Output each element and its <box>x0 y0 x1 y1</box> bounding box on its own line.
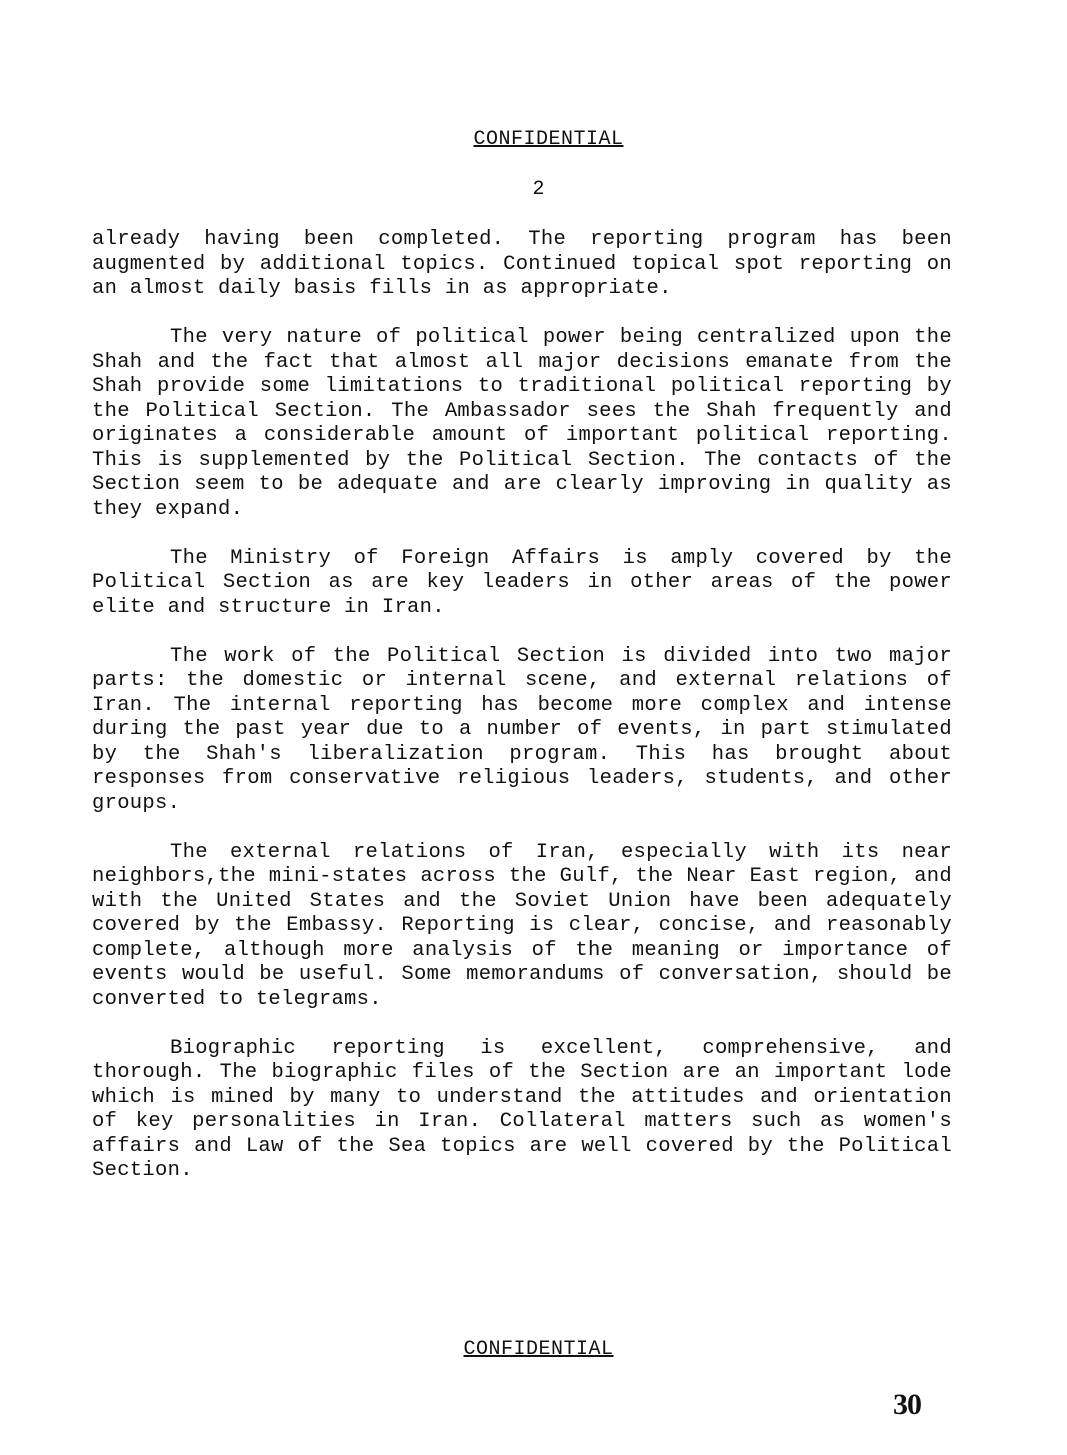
paragraph-ministry: The Ministry of Foreign Affairs is amply covered by the Political Section as are key leaders in other areas of the power elite and structure in Iran. <box>92 546 952 619</box>
paragraph-work-division: The work of the Political Section is divided into two major parts: the domestic or internal scene, and external relations of Iran. The internal reporting has become more complex and intense during the past year due to a number of events, in part stimulated by the Shah's liberalization program. This has brought about responses from conservative religious leaders, students, and other groups. <box>92 644 952 815</box>
paragraph-political-power: The very nature of political power being centralized upon the Shah and the fact that almost all major decisions emanate from the Shah provide some limitations to traditional political reporting by the Political Section. The Ambassador sees the Shah frequently and originates a considerable amount of important political reporting. This is supplemented by the Political Section. The contacts of the Section seem to be adequate and are clearly improving in quality as they expand. <box>92 326 952 521</box>
paragraph-biographic: Biographic reporting is excellent, comprehensive, and thorough. The biographic files of the Section are an important lode which is mined by many to understand the attitudes and orientation of key personalities in Iran. Collateral matters such as women's affairs and Law of the Sea topics are well covered by the Political Section. <box>92 1036 952 1182</box>
classification-footer: CONFIDENTIAL <box>463 1338 614 1361</box>
document-page-number: 30 <box>893 1388 921 1421</box>
classification-header: CONFIDENTIAL <box>473 128 624 151</box>
paragraph-continuation: already having been completed. The reporting program has been augmented by additional topics. Continued topical spot reporting on an almost daily basis fills in as appropriate. <box>92 228 952 300</box>
paragraph-external-relations: The external relations of Iran, especially with its near neighbors,the mini-states across the Gulf, the Near East region, and with the United States and the Soviet Union have been adequately covered by the Embassy. Reporting is clear, concise, and reasonably complete, although more analysis of the meaning or importance of events would be useful. Some memorandums of conversation, should be converted to telegrams. <box>92 840 952 1011</box>
document-body <box>92 228 952 1208</box>
page-number: 2 <box>532 178 545 201</box>
